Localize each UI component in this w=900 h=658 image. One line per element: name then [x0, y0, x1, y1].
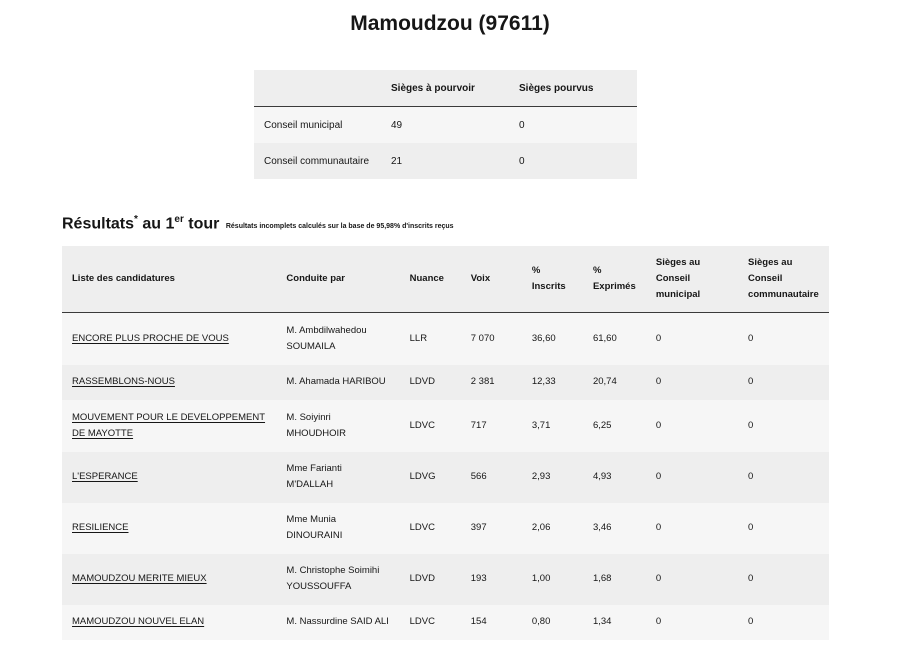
header-voix: Voix: [461, 246, 522, 313]
seats-cell-council: Conseil communautaire: [254, 143, 381, 179]
header-pct-exprimes: % Exprimés: [583, 246, 646, 313]
pct-exprimes-cell: 1,34: [583, 605, 646, 640]
voix-cell: 566: [461, 452, 522, 503]
nuance-cell: LDVD: [400, 365, 461, 400]
table-row: [62, 605, 829, 640]
list-name-cell: [62, 452, 276, 503]
leader-cell: M. Ahamada HARIBOU: [276, 365, 399, 400]
sieges-municipal-cell: 0: [646, 400, 738, 452]
list-name-cell: [62, 400, 276, 452]
pct-inscrits-cell: 36,60: [522, 313, 583, 365]
table-row: [62, 400, 829, 452]
pct-inscrits-cell: 1,00: [522, 554, 583, 605]
pct-exprimes-cell: 3,46: [583, 503, 646, 554]
seats-cell-filled: 0: [509, 107, 637, 144]
header-liste: Liste des candidatures: [62, 246, 276, 313]
table-row: [62, 365, 829, 400]
pct-inscrits-cell: 0,80: [522, 605, 583, 640]
sieges-communautaire-cell: 0: [738, 313, 829, 365]
list-link[interactable]: L'ESPERANCE: [72, 471, 138, 482]
seats-row-communautaire: [254, 143, 637, 179]
pct-exprimes-cell: 4,93: [583, 452, 646, 503]
nuance-cell: LDVC: [400, 400, 461, 452]
seats-header-empty: [254, 70, 381, 107]
seats-row-municipal: [254, 107, 637, 144]
pct-inscrits-cell: 2,06: [522, 503, 583, 554]
list-link[interactable]: ENCORE PLUS PROCHE DE VOUS: [72, 332, 229, 344]
sieges-municipal-cell: 0: [646, 452, 738, 503]
pct-exprimes-cell: 1,68: [583, 554, 646, 605]
leader-cell: M. Christophe Soimihi YOUSSOUFFA: [276, 554, 399, 605]
list-link[interactable]: MAMOUDZOU NOUVEL ELAN: [72, 616, 205, 627]
nuance-cell: LLR: [400, 313, 461, 365]
list-name-cell: [62, 365, 276, 400]
results-heading-tour-sup: er: [174, 214, 184, 225]
page-title: Mamoudzou (97611): [350, 12, 550, 35]
seats-header-to-fill: Sièges à pourvoir: [381, 70, 509, 107]
results-note: Résultats incomplets calculés sur la base de 95,98% d'inscrits reçus: [225, 223, 454, 231]
table-row: [62, 503, 829, 554]
voix-cell: 2 381: [461, 365, 522, 400]
list-name-cell: [62, 554, 276, 605]
list-link[interactable]: RESILIENCE: [72, 522, 129, 533]
voix-cell: 7 070: [461, 313, 522, 365]
voix-cell: 397: [461, 503, 522, 554]
seats-header-row: [254, 70, 637, 107]
voix-cell: 717: [461, 400, 522, 452]
seats-cell-to-fill: 21: [381, 143, 509, 179]
list-link[interactable]: MAMOUDZOU MERITE MIEUX: [72, 573, 207, 584]
pct-exprimes-cell: 20,74: [583, 365, 646, 400]
leader-cell: M. Nassurdine SAID ALI: [276, 605, 399, 640]
sieges-communautaire-cell: 0: [738, 452, 829, 503]
leader-cell: Mme Farianti M'DALLAH: [276, 452, 399, 503]
sieges-communautaire-cell: 0: [738, 605, 829, 640]
nuance-cell: LDVG: [400, 452, 461, 503]
nuance-cell: LDVC: [400, 605, 461, 640]
leader-cell: M. Soiyinri MHOUDHOIR: [276, 400, 399, 452]
sieges-communautaire-cell: 0: [738, 365, 829, 400]
seats-cell-filled: 0: [509, 143, 637, 179]
sieges-municipal-cell: 0: [646, 554, 738, 605]
results-table: [62, 246, 829, 640]
results-heading-main: Résultats: [62, 215, 135, 233]
results-header-row: [62, 246, 829, 313]
results-heading: [62, 214, 454, 233]
pct-inscrits-cell: 2,93: [522, 452, 583, 503]
results-heading-asterisk: *: [134, 214, 138, 225]
header-sieges-communautaire: Sièges au Conseil communautaire: [738, 246, 829, 313]
results-heading-tour-prefix: au 1: [137, 215, 175, 233]
seats-table: [254, 70, 637, 179]
table-row: [62, 313, 829, 365]
voix-cell: 154: [461, 605, 522, 640]
sieges-municipal-cell: 0: [646, 503, 738, 554]
pct-exprimes-cell: 6,25: [583, 400, 646, 452]
header-nuance: Nuance: [400, 246, 461, 313]
header-sieges-municipal: Sièges au Conseil municipal: [646, 246, 738, 313]
pct-inscrits-cell: 3,71: [522, 400, 583, 452]
leader-cell: Mme Munia DINOURAINI: [276, 503, 399, 554]
list-name-cell: [62, 313, 276, 365]
results-heading-tour-suffix: tour: [183, 215, 220, 233]
seats-header-filled: Sièges pourvus: [509, 70, 637, 107]
sieges-municipal-cell: 0: [646, 313, 738, 365]
pct-inscrits-cell: 12,33: [522, 365, 583, 400]
table-row: [62, 554, 829, 605]
list-link[interactable]: MOUVEMENT POUR LE DEVELOPPEMENT DE MAYOTTE: [72, 411, 266, 439]
list-link[interactable]: RASSEMBLONS-NOUS: [72, 376, 175, 387]
seats-cell-to-fill: 49: [381, 107, 509, 144]
sieges-communautaire-cell: 0: [738, 554, 829, 605]
voix-cell: 193: [461, 554, 522, 605]
table-row: [62, 452, 829, 503]
list-name-cell: [62, 503, 276, 554]
seats-cell-council: Conseil municipal: [254, 107, 381, 144]
sieges-municipal-cell: 0: [646, 605, 738, 640]
sieges-communautaire-cell: 0: [738, 503, 829, 554]
nuance-cell: LDVC: [400, 503, 461, 554]
sieges-communautaire-cell: 0: [738, 400, 829, 452]
header-conduite: Conduite par: [276, 246, 399, 313]
leader-cell: M. Ambdilwahedou SOUMAILA: [276, 313, 399, 365]
list-name-cell: [62, 605, 276, 640]
sieges-municipal-cell: 0: [646, 365, 738, 400]
header-pct-inscrits: % Inscrits: [522, 246, 583, 313]
pct-exprimes-cell: 61,60: [583, 313, 646, 365]
nuance-cell: LDVD: [400, 554, 461, 605]
